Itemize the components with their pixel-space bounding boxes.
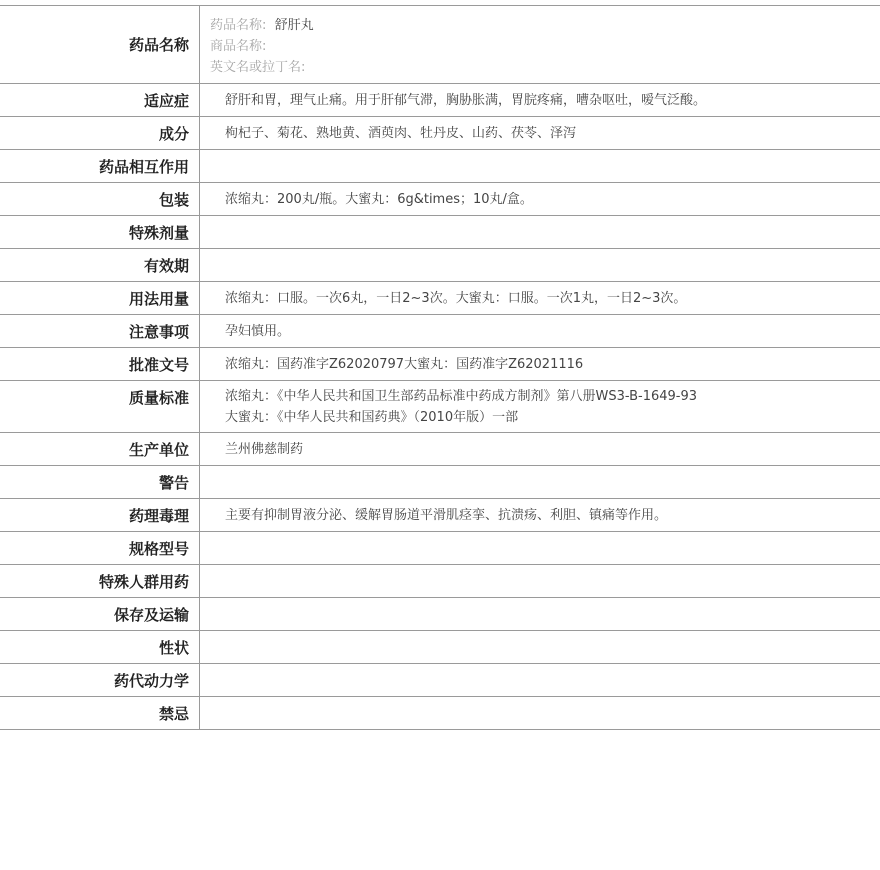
row-value (200, 150, 880, 182)
row-quality-standard (0, 381, 880, 433)
value-line: 浓缩丸：200丸/瓶。大蜜丸：6g&times；10丸/盒。 (225, 191, 533, 207)
name-block (200, 6, 880, 83)
row-value (200, 348, 880, 380)
row-ingredients (0, 117, 880, 150)
value-line: 枸杞子、菊花、熟地黄、酒萸肉、牡丹皮、山药、茯苓、泽泻 (225, 125, 577, 141)
row-value (200, 631, 880, 663)
row-warning (0, 466, 880, 499)
row-value (200, 117, 880, 149)
row-label: 规格型号 (0, 532, 200, 564)
generic-name-label: 药品名称: (210, 18, 267, 33)
row-label: 适应症 (0, 84, 200, 116)
row-description (0, 631, 880, 664)
row-label: 包装 (0, 183, 200, 215)
row-value (200, 697, 880, 729)
row-value (200, 216, 880, 248)
row-storage-transport (0, 598, 880, 631)
value-line: 孕妇慎用。 (225, 323, 291, 339)
row-value (200, 532, 880, 564)
row-pharmacokinetics (0, 664, 880, 697)
row-special-populations (0, 565, 880, 598)
row-value (200, 664, 880, 696)
value-line: 大蜜丸：《中华人民共和国药典》（2010年版）一部 (225, 410, 519, 425)
row-drug-name (0, 6, 880, 84)
row-label: 特殊剂量 (0, 216, 200, 248)
row-label: 特殊人群用药 (0, 565, 200, 597)
row-value (200, 381, 880, 432)
row-contraindications (0, 697, 880, 730)
row-label: 批准文号 (0, 348, 200, 380)
value-line: 浓缩丸：国药准字Z62020797大蜜丸：国药准字Z62021116 (225, 356, 584, 372)
row-pharmacology (0, 499, 880, 532)
row-value (200, 183, 880, 215)
trade-name-line (210, 36, 870, 57)
value-line: 主要有抑制胃液分泌、缓解胃肠道平滑肌痉挛、抗溃疡、利胆、镇痛等作用。 (225, 507, 668, 523)
row-label: 保存及运输 (0, 598, 200, 630)
row-value (200, 598, 880, 630)
row-interactions (0, 150, 880, 183)
trade-name-label: 商品名称: (210, 39, 267, 54)
drug-info-table (0, 5, 880, 730)
row-shelf-life (0, 249, 880, 282)
row-label: 成分 (0, 117, 200, 149)
row-packaging (0, 183, 880, 216)
value-line: 浓缩丸：《中华人民共和国卫生部药品标准中药成方制剂》第八册WS3-B-1649-93 (225, 389, 698, 404)
row-label: 有效期 (0, 249, 200, 281)
row-specification (0, 532, 880, 565)
latin-name-line (210, 57, 870, 78)
row-label: 生产单位 (0, 433, 200, 465)
row-special-dosage (0, 216, 880, 249)
row-label: 药品名称 (0, 6, 200, 83)
row-label: 禁忌 (0, 697, 200, 729)
row-value (200, 565, 880, 597)
row-label: 药品相互作用 (0, 150, 200, 182)
latin-name-label: 英文名或拉丁名: (210, 60, 306, 75)
row-manufacturer (0, 433, 880, 466)
row-approval-number (0, 348, 880, 381)
row-value (200, 315, 880, 347)
row-label: 质量标准 (0, 381, 200, 432)
value-line: 兰州佛慈制药 (225, 441, 304, 457)
row-value (200, 499, 880, 531)
generic-name-line (210, 15, 870, 36)
generic-name-value: 舒肝丸 (274, 18, 314, 33)
row-label: 用法用量 (0, 282, 200, 314)
row-label: 性状 (0, 631, 200, 663)
value-line: 舒肝和胃，理气止痛。用于肝郁气滞，胸胁胀满，胃脘疼痛，嘈杂呕吐，嗳气泛酸。 (225, 92, 707, 108)
row-label: 药代动力学 (0, 664, 200, 696)
row-label: 警告 (0, 466, 200, 498)
row-value (200, 249, 880, 281)
row-value (200, 84, 880, 116)
row-usage-dosage (0, 282, 880, 315)
row-value (200, 433, 880, 465)
row-label: 药理毒理 (0, 499, 200, 531)
row-value (200, 466, 880, 498)
value-line: 浓缩丸：口服。一次6丸，一日2~3次。大蜜丸：口服。一次1丸，一日2~3次。 (225, 290, 687, 306)
row-value (200, 282, 880, 314)
row-indications (0, 84, 880, 117)
row-precautions (0, 315, 880, 348)
row-label: 注意事项 (0, 315, 200, 347)
